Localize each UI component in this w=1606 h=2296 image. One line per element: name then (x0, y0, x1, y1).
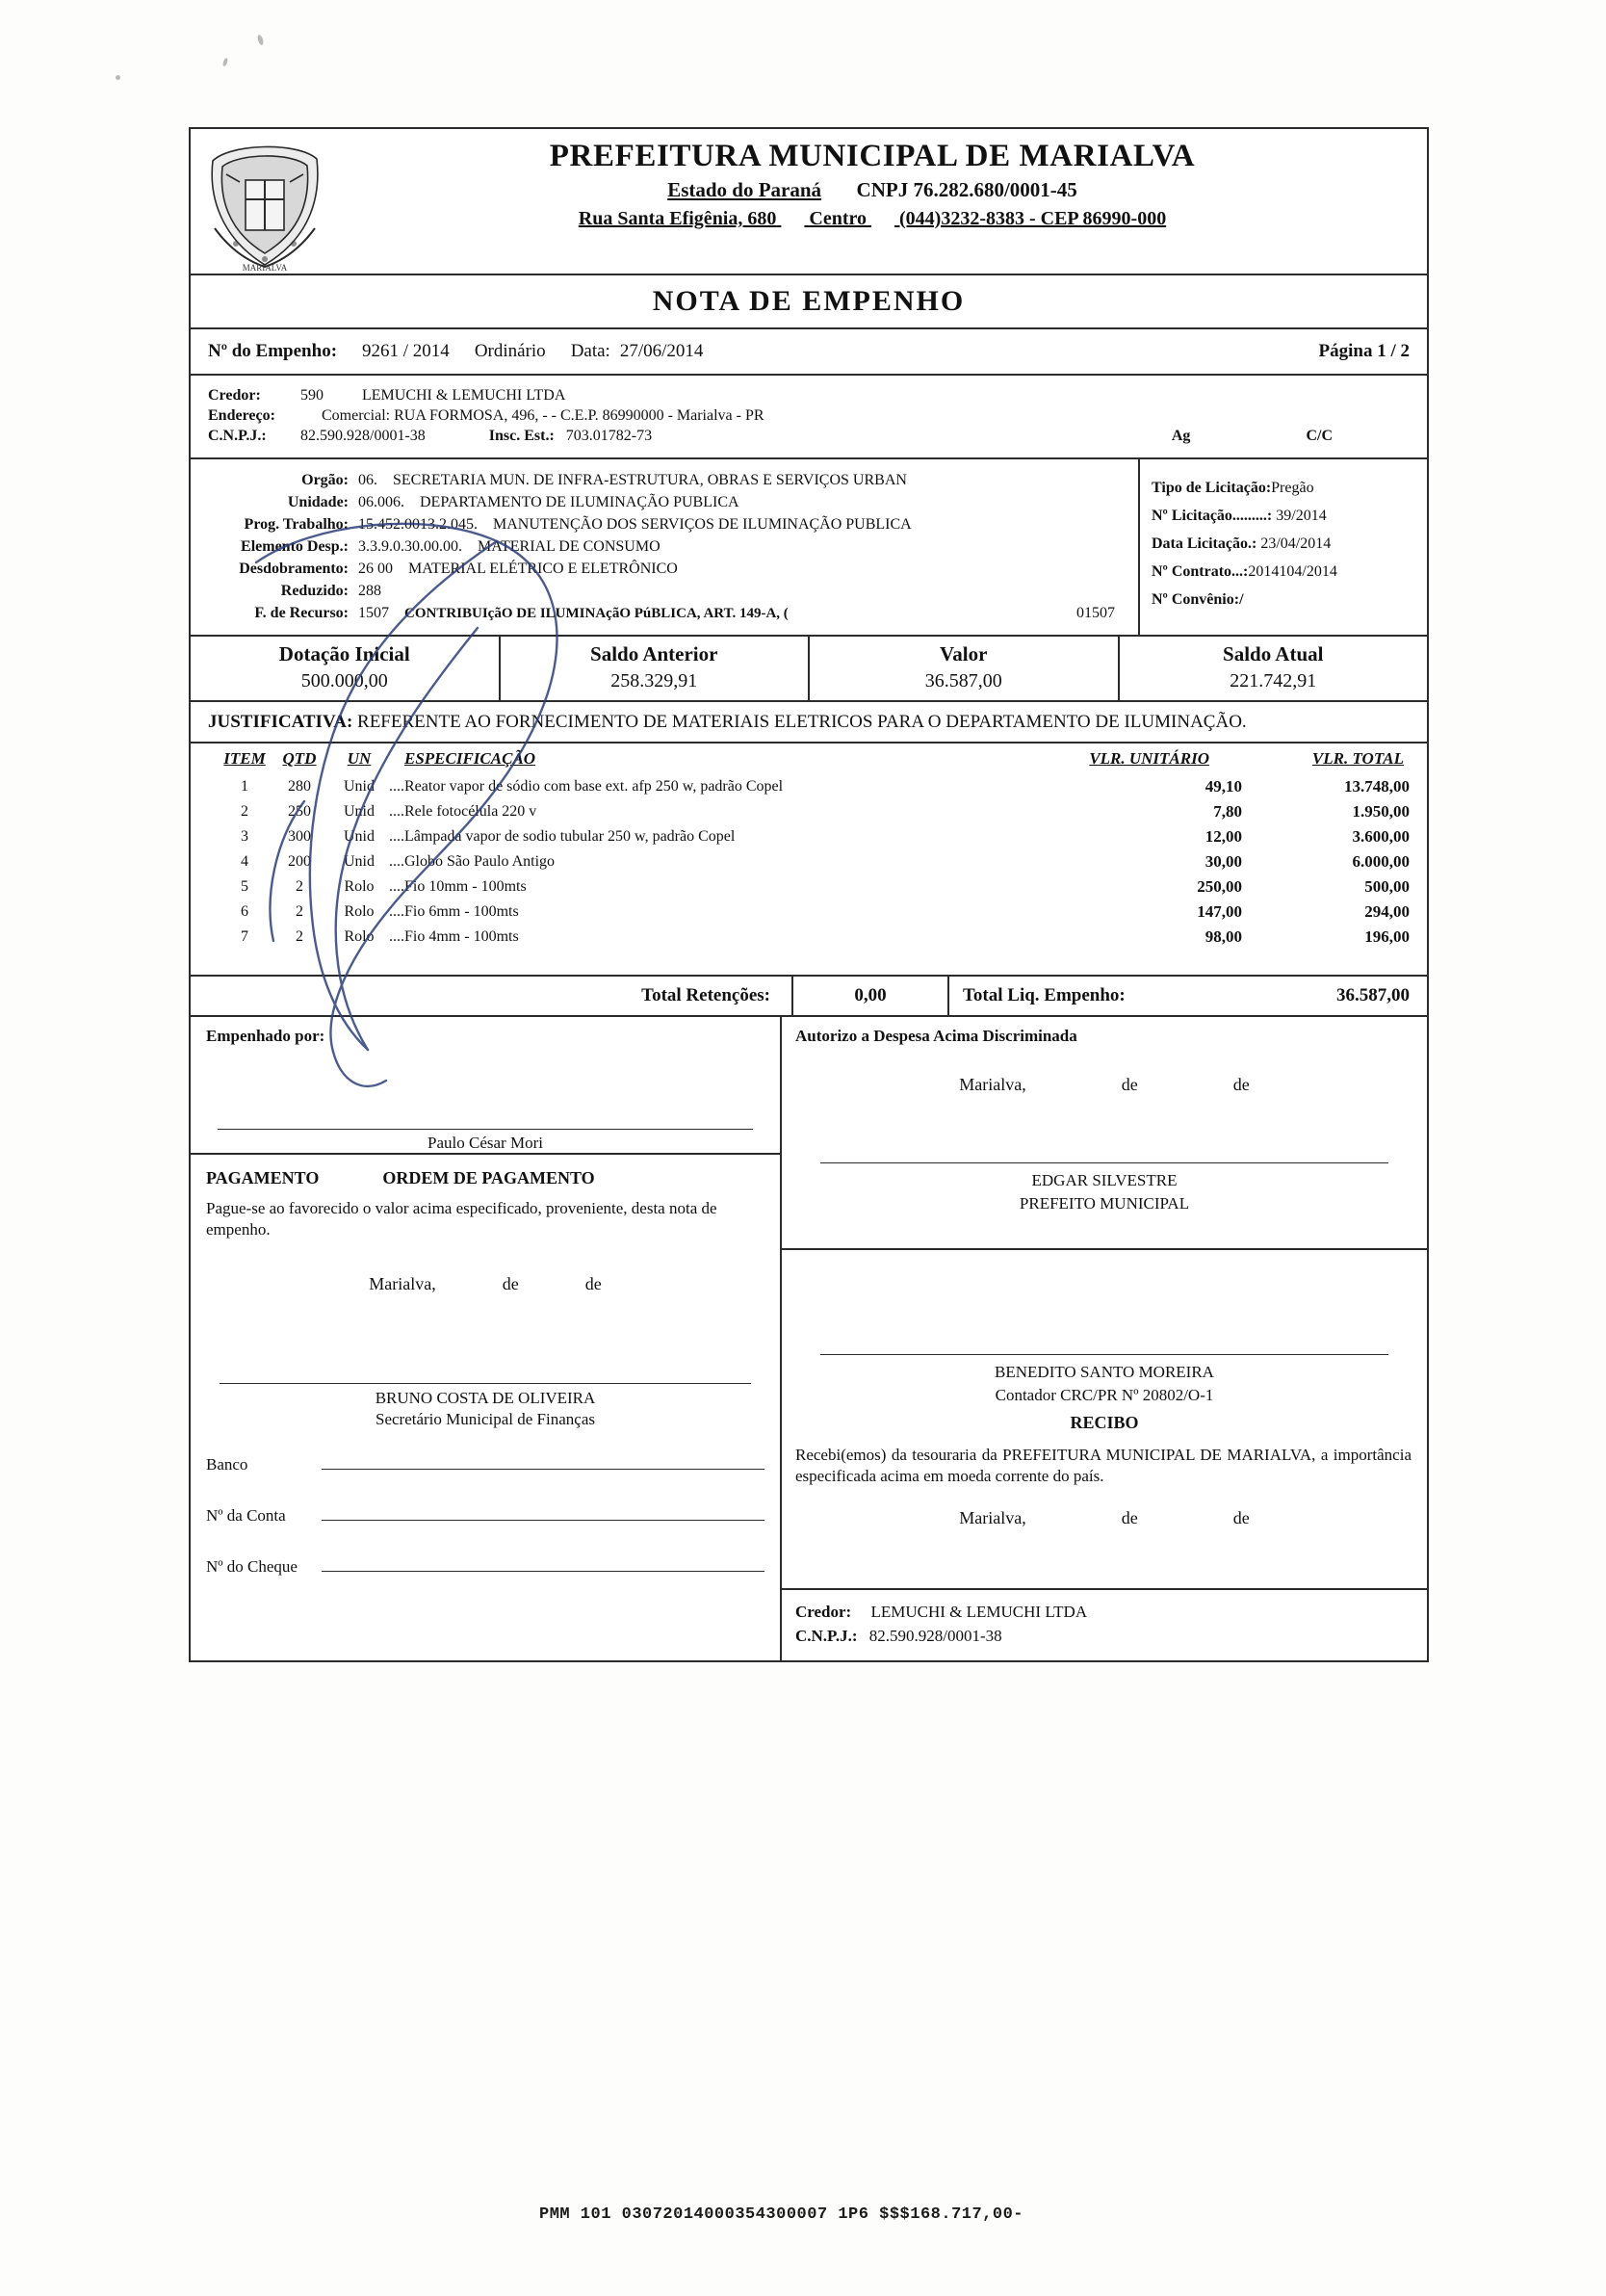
pagamento-city: Marialva, (369, 1273, 436, 1293)
orgao-row (208, 516, 1128, 534)
licitacao-data-value: 23/04/2014 (1260, 535, 1332, 552)
pagamento-header (191, 1153, 780, 1190)
accountant-block (782, 1248, 1427, 1445)
credor-footer-cnpj-label: C.N.P.J.: (795, 1626, 858, 1645)
finance-signature (220, 1383, 751, 1432)
credor-footer-cnpj-value: 82.590.928/0001-38 (868, 1626, 1002, 1645)
empenho-summary-row (191, 329, 1427, 376)
licitacao-num-row (1152, 508, 1419, 525)
cell-un: Unid (344, 853, 375, 871)
credor-block (191, 376, 1427, 459)
cell-especificacao: ....Fio 6mm - 100mts (389, 903, 519, 921)
cell-item: 5 (241, 878, 248, 896)
items-header-row (220, 744, 1410, 774)
banco-input[interactable] (322, 1452, 764, 1470)
cell-vlr-total: 1.950,00 (1352, 802, 1410, 822)
cell-vlr-total: 13.748,00 (1344, 777, 1410, 796)
cell-qtd: 200 (288, 853, 311, 871)
orgao-row (208, 583, 1128, 600)
cell-vlr-total: 500,00 (1364, 877, 1410, 897)
left-column (191, 1017, 782, 1659)
empenho-number-value: 9261 / 2014 (362, 341, 450, 361)
orgao-row (208, 472, 1128, 489)
empenho-date-value: 27/06/2014 (619, 341, 704, 361)
credor-cnpj-label: C.N.P.J.: (208, 428, 267, 444)
cell-vlr-total: 6.000,00 (1352, 852, 1410, 872)
scan-speck (222, 58, 229, 67)
autorizo-de-2: de (1232, 1075, 1250, 1095)
cell-qtd: 250 (288, 803, 311, 821)
cell-vlr-unitario: 49,10 (1204, 777, 1242, 796)
justificativa-block (191, 702, 1427, 744)
fonte-recurso-row (208, 605, 1128, 622)
col-especificacao: ESPECIFICAÇÃO (404, 749, 536, 769)
cell-un: Unid (344, 828, 375, 846)
pagamento-title: PAGAMENTO (206, 1168, 320, 1188)
pagamento-de-1: de (502, 1273, 519, 1293)
bank-fields (191, 1431, 780, 1596)
cell-item: 3 (241, 828, 248, 846)
orgao-row (208, 561, 1128, 578)
licitacao-data-label: Data Licitação.: (1152, 535, 1257, 552)
dotacao-row (191, 637, 1427, 702)
signatures-section (191, 1017, 1427, 1659)
recibo-text: Recebi(emos) da tesouraria da PREFEITURA MUNICIPAL DE MARIALVA, a importância especificada acima em moeda corrente do país. (795, 1445, 1412, 1485)
insc-estadual-label: Insc. Est.: (488, 428, 555, 444)
orgao-num: 3.3.9.0.30.00.00. (358, 538, 462, 555)
pagamento-de-2: de (584, 1273, 602, 1293)
cheque-label: Nº do Cheque (206, 1557, 298, 1577)
dotacao-inicial-value: 500.000,00 (300, 670, 388, 691)
cell-vlr-total: 3.600,00 (1352, 827, 1410, 847)
orgao-key: Elemento Desp.: (241, 538, 349, 555)
cell-un: Rolo (344, 878, 375, 896)
endereco-label: Endereço: (208, 407, 275, 424)
autorizo-city: Marialva, (959, 1075, 1026, 1095)
empenho-type: Ordinário (474, 341, 546, 361)
orgao-key: Desdobramento: (239, 561, 349, 577)
footer-barcode-text: PMM 101 03072014000354300007 1P6 $$$168.717,00- (539, 2205, 1023, 2224)
col-vlr-total: VLR. TOTAL (1311, 749, 1404, 769)
col-un: UN (347, 749, 372, 769)
address-street: Rua Santa Efigênia, 680 (578, 208, 777, 229)
pagamento-date-line (191, 1241, 780, 1294)
cell-item: 4 (241, 853, 248, 871)
scan-speck (116, 75, 120, 80)
cell-un: Rolo (344, 928, 375, 946)
items-table (220, 744, 1410, 950)
licitacao-num-value: 39/2014 (1276, 508, 1327, 524)
banco-label: Banco (206, 1455, 248, 1474)
table-row (220, 874, 1410, 900)
orgao-num: 26 00 (358, 561, 393, 577)
items-table-wrap (191, 744, 1427, 975)
cell-vlr-unitario: 98,00 (1204, 927, 1242, 947)
recibo-de-2: de (1232, 1507, 1250, 1527)
cell-un: Unid (344, 778, 375, 796)
saldo-atual-cell (1120, 637, 1428, 700)
bank-row (206, 1452, 764, 1474)
accountant-role: Contador CRC/PR Nº 20802/O-1 (995, 1385, 1214, 1404)
finance-signer-role: Secretário Municipal de Finanças (375, 1410, 595, 1429)
cell-especificacao: ....Reator vapor de sódio com base ext. afp 250 w, padrão Copel (389, 778, 784, 796)
finance-signer-name: BRUNO COSTA DE OLIVEIRA (375, 1388, 596, 1407)
check-row (206, 1554, 764, 1577)
mayor-signature (820, 1162, 1388, 1215)
fonte-recurso-label: F. de Recurso: (254, 605, 349, 621)
justificativa-label: JUSTIFICATIVA: (208, 712, 353, 732)
dotacao-inicial-cell (191, 637, 501, 700)
credor-footer-box (782, 1588, 1427, 1660)
valor-label: Valor (940, 642, 988, 665)
cell-item: 7 (241, 928, 248, 946)
saldo-atual-value: 221.742,91 (1230, 670, 1317, 691)
contrato-label: Nº Contrato...: (1152, 563, 1249, 580)
col-qtd: QTD (282, 749, 317, 769)
page-title: PREFEITURA MUNICIPAL DE MARIALVA (549, 139, 1196, 173)
credor-footer-row (795, 1603, 1427, 1622)
contrato-value: 2014104/2014 (1248, 563, 1337, 580)
cell-vlr-unitario: 30,00 (1204, 852, 1242, 872)
cell-un: Unid (344, 803, 375, 821)
col-vlr-unitario: VLR. UNITÁRIO (1089, 749, 1209, 769)
ordem-pagamento-title: ORDEM DE PAGAMENTO (382, 1168, 595, 1188)
licitacao-data-row (1152, 535, 1419, 553)
empenho-document (189, 127, 1429, 1662)
document-type-banner: NOTA DE EMPENHO (191, 275, 1427, 329)
cnpj-header: CNPJ 76.282.680/0001-45 (856, 178, 1077, 201)
orgao-desc: SECRETARIA MUN. DE INFRA-ESTRUTURA, OBRAS E SERVIÇOS URBAN (393, 472, 907, 488)
fonte-recurso-code: 01507 (1076, 605, 1115, 621)
saldo-atual-label: Saldo Atual (1223, 642, 1324, 665)
credor-name: LEMUCHI & LEMUCHI LTDA (362, 387, 566, 404)
cell-qtd: 2 (296, 903, 303, 921)
saldo-anterior-cell (501, 637, 811, 700)
cheque-input[interactable] (322, 1554, 764, 1572)
orgao-row (208, 494, 1128, 511)
autorizo-label: Autorizo a Despesa Acima Discriminada (795, 1027, 1077, 1046)
credor-footer-cnpj-row (795, 1627, 1427, 1646)
col-item: ITEM (223, 749, 266, 769)
document-header (191, 129, 1427, 275)
cell-item: 2 (241, 803, 248, 821)
total-liquido-value: 36.587,00 (1336, 985, 1410, 1006)
table-row (220, 824, 1410, 849)
orgao-key: Prog. Trabalho: (244, 516, 349, 533)
svg-text:MARIALVA: MARIALVA (242, 263, 288, 273)
cell-qtd: 2 (296, 928, 303, 946)
saldo-anterior-value: 258.329,91 (610, 670, 698, 691)
empenhado-por-signature: Paulo César Mori (218, 1129, 753, 1153)
cell-qtd: 300 (288, 828, 311, 846)
total-retencoes-value: 0,00 (791, 977, 949, 1015)
licitacao-num-label: Nº Licitação.........: (1152, 508, 1273, 524)
page-indicator: Página 1 / 2 (1318, 341, 1410, 361)
cell-vlr-unitario: 147,00 (1197, 902, 1242, 922)
orgao-desc: MATERIAL DE CONSUMO (478, 538, 661, 555)
account-row (206, 1503, 764, 1526)
coat-of-arms-icon (191, 129, 333, 274)
mayor-role: PREFEITO MUNICIPAL (1019, 1194, 1190, 1213)
conta-corrente-label: C/C (1306, 428, 1333, 444)
licitacao-tipo-row (1152, 480, 1419, 497)
licitacao-block (1138, 459, 1427, 635)
cell-item: 1 (241, 778, 248, 796)
recibo-title: RECIBO (1070, 1412, 1139, 1432)
orgao-key: Unidade: (287, 494, 349, 510)
accountant-signature (820, 1354, 1388, 1407)
cell-especificacao: ....Fio 10mm - 100mts (389, 878, 527, 896)
convenio-label: Nº Convênio:/ (1152, 591, 1244, 608)
cell-vlr-total: 196,00 (1364, 927, 1410, 947)
address-district: Centro (809, 208, 867, 229)
table-row (220, 849, 1410, 874)
cell-item: 6 (241, 903, 248, 921)
total-liquido-label: Total Liq. Empenho: (963, 985, 1126, 1006)
licitacao-tipo-label: Tipo de Licitação: (1152, 480, 1272, 496)
cell-vlr-unitario: 12,00 (1204, 827, 1242, 847)
cell-especificacao: ....Fio 4mm - 100mts (389, 928, 519, 946)
recibo-de-1: de (1121, 1507, 1138, 1527)
cell-qtd: 2 (296, 878, 303, 896)
state-label: Estado do Paraná (667, 178, 822, 201)
orgao-desc: MANUTENÇÃO DOS SERVIÇOS DE ILUMINAÇÃO PUBLICA (493, 516, 912, 533)
credor-cnpj-value: 82.590.928/0001-38 (300, 428, 426, 444)
credor-footer-label: Credor: (795, 1602, 852, 1621)
total-retencoes-label: Total Retenções: (641, 985, 770, 1006)
cell-especificacao: ....Lâmpada vapor de sodio tubular 250 w, padrão Copel (389, 828, 736, 846)
credor-label: Credor: (208, 387, 261, 404)
valor-cell (810, 637, 1120, 700)
dotacao-inicial-label: Dotação Inicial (278, 642, 410, 665)
mayor-name: EDGAR SILVESTRE (1031, 1171, 1178, 1190)
right-column (782, 1017, 1427, 1659)
empenho-number-label: Nº do Empenho: (208, 341, 338, 361)
table-row (220, 900, 1410, 925)
orgao-key: Reduzido: (280, 583, 349, 599)
orgao-key: Orgão: (301, 472, 349, 488)
orgao-desc: DEPARTAMENTO DE ILUMINAÇÃO PUBLICA (420, 494, 739, 510)
credor-code: 590 (300, 387, 324, 404)
insc-estadual-value: 703.01782-73 (565, 428, 653, 444)
orgao-num: 06.006. (358, 494, 404, 510)
orgao-num: 15.452.0013.2.045. (358, 516, 478, 533)
agencia-label: Ag (1171, 428, 1191, 444)
convenio-row (1152, 591, 1419, 609)
licitacao-tipo-value: Pregão (1271, 480, 1314, 496)
contrato-row (1152, 563, 1419, 581)
fonte-recurso-desc: CONTRIBUIçãO DE ILUMINAçãO PúBLICA, ART. 149-A, ( (404, 606, 789, 621)
credor-footer-name: LEMUCHI & LEMUCHI LTDA (870, 1602, 1088, 1621)
orgao-row (208, 538, 1128, 556)
cell-especificacao: ....Globo São Paulo Antigo (389, 853, 556, 871)
cell-vlr-unitario: 7,80 (1213, 802, 1242, 822)
recibo-date-line (782, 1487, 1427, 1528)
orgao-block (191, 459, 1427, 637)
orgao-desc: MATERIAL ELÉTRICO E ELETRÔNICO (408, 561, 678, 577)
phone-cep: (044)3232-8383 - CEP 86990-000 (899, 208, 1167, 229)
empenhado-por-label: Empenhado por: (206, 1027, 325, 1046)
recibo-city-name: Marialva, (959, 1507, 1026, 1527)
pagamento-text: Pague-se ao favorecido o valor acima especificado, proveniente, desta nota de empenho. (206, 1199, 717, 1239)
cell-vlr-total: 294,00 (1364, 902, 1410, 922)
totals-row (191, 975, 1427, 1017)
cell-un: Rolo (344, 903, 375, 921)
empenho-date-label: Data: (570, 341, 610, 361)
orgao-num: 06. (358, 472, 377, 488)
accountant-name: BENEDITO SANTO MOREIRA (995, 1362, 1214, 1381)
table-row (220, 774, 1410, 799)
justificativa-text: REFERENTE AO FORNECIMENTO DE MATERIAIS ELETRICOS PARA O DEPARTAMENTO DE ILUMINAÇÃO. (357, 712, 1247, 732)
scan-speck (256, 34, 264, 45)
cell-vlr-unitario: 250,00 (1197, 877, 1242, 897)
table-row (220, 925, 1410, 950)
endereco-value: Comercial: RUA FORMOSA, 496, - - C.E.P. 86990000 - Marialva - PR (322, 407, 764, 424)
conta-input[interactable] (322, 1503, 764, 1521)
saldo-anterior-label: Saldo Anterior (590, 642, 718, 665)
valor-value: 36.587,00 (924, 670, 1002, 691)
orgao-num: 288 (358, 583, 381, 599)
fonte-recurso-num: 1507 (358, 605, 389, 621)
cell-qtd: 280 (288, 778, 311, 796)
table-row (220, 799, 1410, 824)
autorizo-date-line (782, 1046, 1427, 1095)
cell-especificacao: ....Rele fotocélula 220 v (389, 803, 537, 821)
autorizo-de-1: de (1121, 1075, 1138, 1095)
conta-label: Nº da Conta (206, 1506, 286, 1526)
